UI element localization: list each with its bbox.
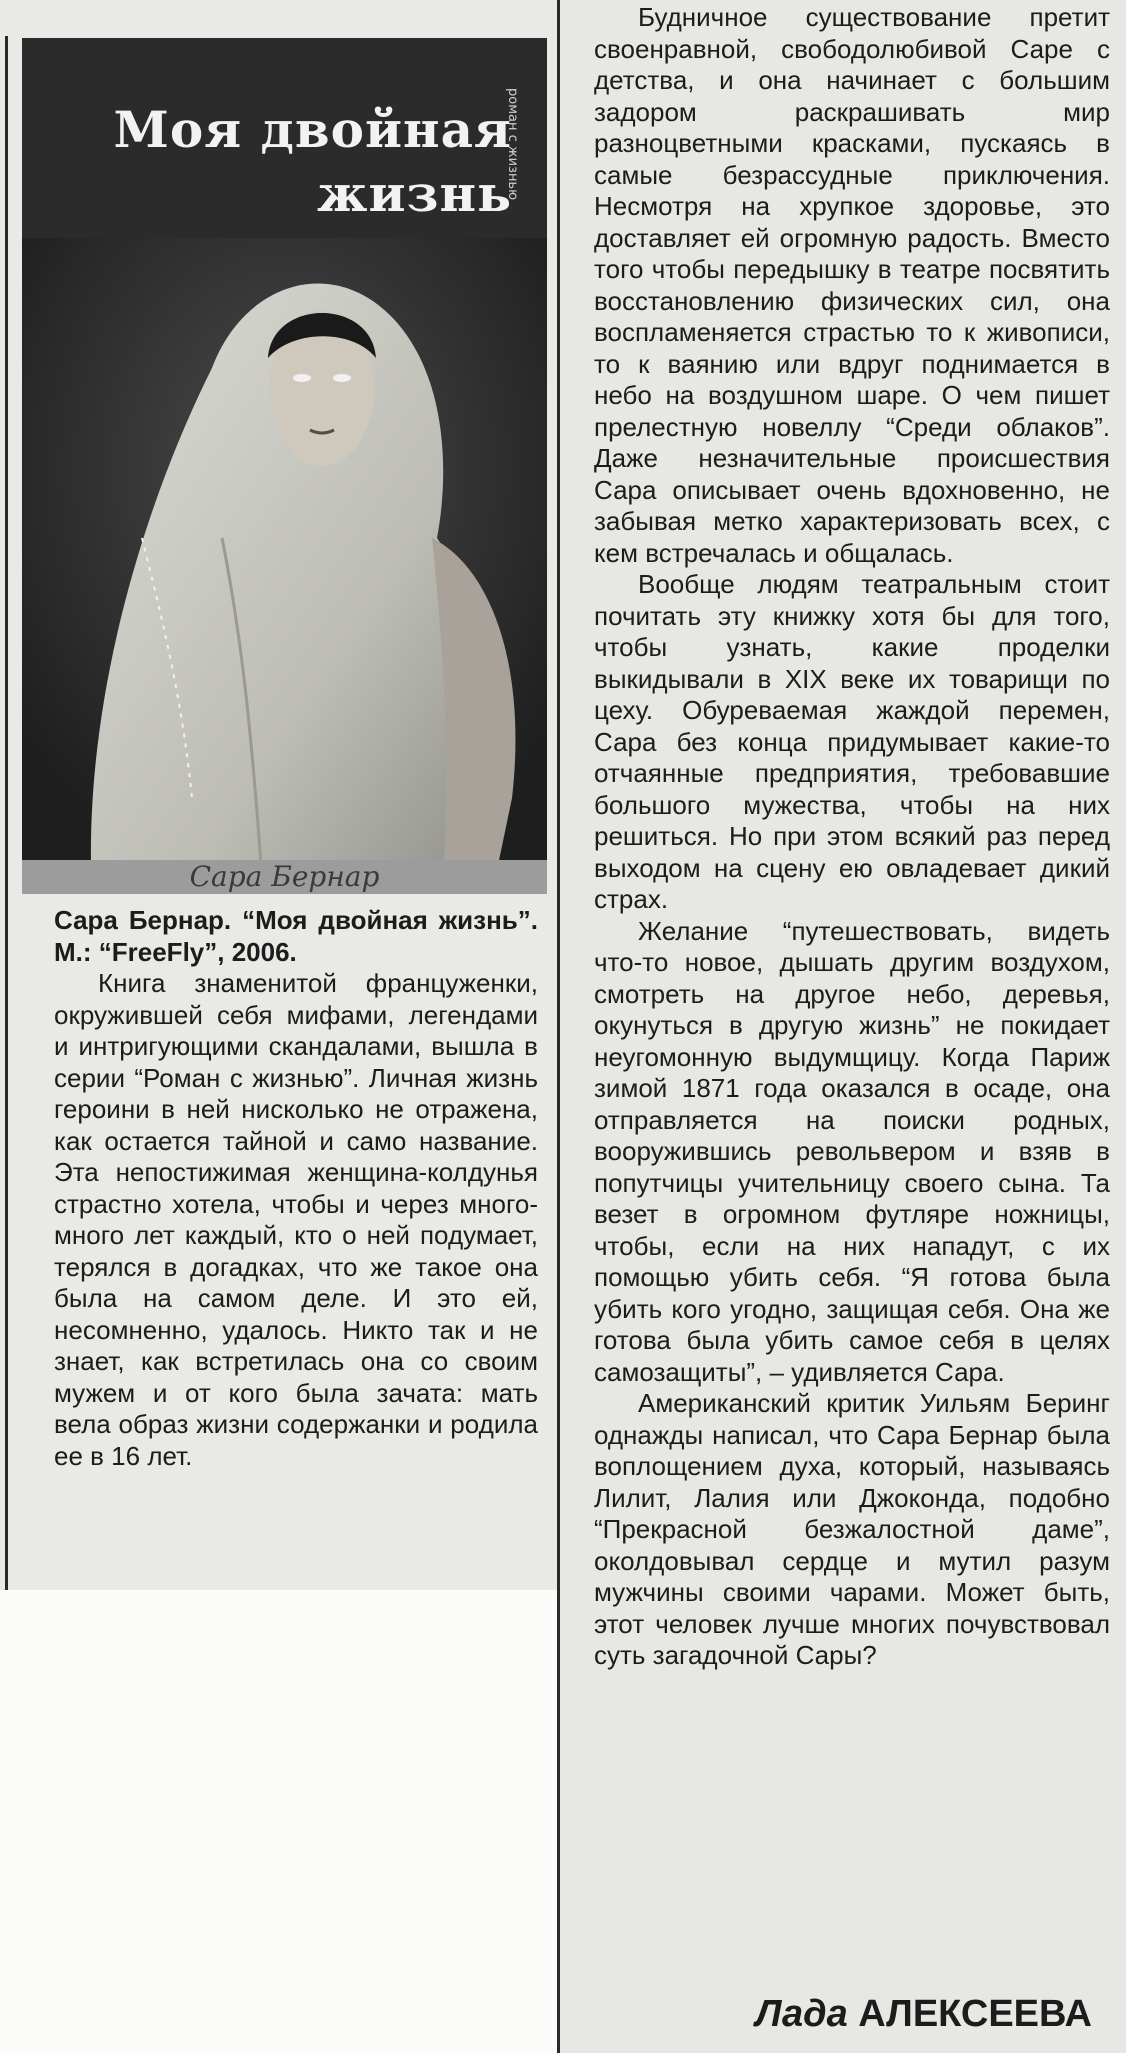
book-cover-title-line2: жизнь [316,164,512,223]
portrait-image [22,238,547,894]
book-cover [22,38,547,894]
left-text-column [54,905,538,1472]
right-paragraph-4: Американский критик Уильям Беринг однажды написал, что Сара Бернар была воплощением духа, который, называясь Лилит, Лалия или Джоконда, подобно “Прекрасной безжалостной даме”, околдовывал сердце и мутил разум мужчины своими чарами. Может быть, этот человек лучше многих почувствовал суть загадочной Сары? [594,1388,1110,1670]
book-cover-author-band: Сара Бернар [22,860,547,894]
blank-area [0,1590,557,2053]
author-first-name: Лада [755,1993,848,2035]
right-paragraph-2: Вообще людям театральным стоит почитать эту книжку хотя бы для того, чтобы узнать, какие проделки выкидывали в XIX веке их товарищи по цеху. Обуреваемая жаждой перемен, Сара без конца придумывает какие-то отчаянные предприятия, требовавшие большого мужества, чтобы на них решиться. Но при этом всякий раз перед выходом на сцену ею овладевает дикий страх. [594,569,1110,914]
right-paragraph-1: Будничное существование претит своенравной, свободолюбивой Саре с детства, и она начинает с большим задором раскрашивать мир разноцветными красками, пускаясь в самые безрассудные приключения. Несмотря на хрупкое здоровье, это доставляет ей огромную радость. Вместо того чтобы передышку в театре посвятить восстановлению физических сил, она воспламеняется страстью то к живописи, то к ваянию или вдруг поднимается в небо на воздушном шаре. О чем пишет прелестную новеллу “Среди облаков”. Даже незначительные происшествия Сара описывает очень вдохновенно, не забывая метко характеризовать всех, с кем встречалась и общалась. [594,2,1110,568]
book-cover-title [22,98,512,226]
column-divider-rule [557,0,560,2053]
left-eye [293,374,311,382]
book-caption: Сара Бернар. “Моя двойная жизнь”. М.: “FreeFly”, 2006. [54,905,538,967]
book-cover-series-spine: роман с жизнью [505,88,520,201]
author-signature [755,1993,1092,2036]
left-edge-rule [5,36,8,1590]
right-paragraph-3: Желание “путешествовать, видеть что-то новое, дышать другим воздухом, смотреть на другое небо, деревья, окунуться в другую жизнь” не покидает неугомонную выдумщицу. Когда Париж зимой 1871 года оказался в осаде, она отправляется на поиски родных, вооружившись револьвером и взяв в попутчицы учительницу своего сына. Та везет в огромном футляре ножницы, чтобы, если на них нападут, с их помощью убить себя. “Я готова была убить кого угодно, защищая себя. Она же готова была убить самое себя в целях самозащиты”, – удивляется Сара. [594,915,1110,1387]
left-paragraph: Книга знаменитой француженки, окружившей себя мифами, легендами и интригующими скандалами, вышла в серии “Роман с жизнью”. Личная жизнь героини в ней нисколько не отражена, как остается тайной и само название. Эта непостижимая женщина-колдунья страстно хотела, чтобы и через много-много лет каждый, кто о ней подумает, терялся в догадках, что же такое она была на самом деле. И это ей, несомненно, удалось. Никто так и не знает, как встретилась она со своим мужем и от кого была зачата: мать вела образ жизни содержанки и родила ее в 16 лет. [54,968,538,1471]
author-last-name: АЛЕКСЕЕВА [858,1993,1092,2035]
right-eye [333,374,351,382]
right-text-column [594,2,1110,1672]
book-cover-title-line1: Моя двойная [113,100,512,159]
